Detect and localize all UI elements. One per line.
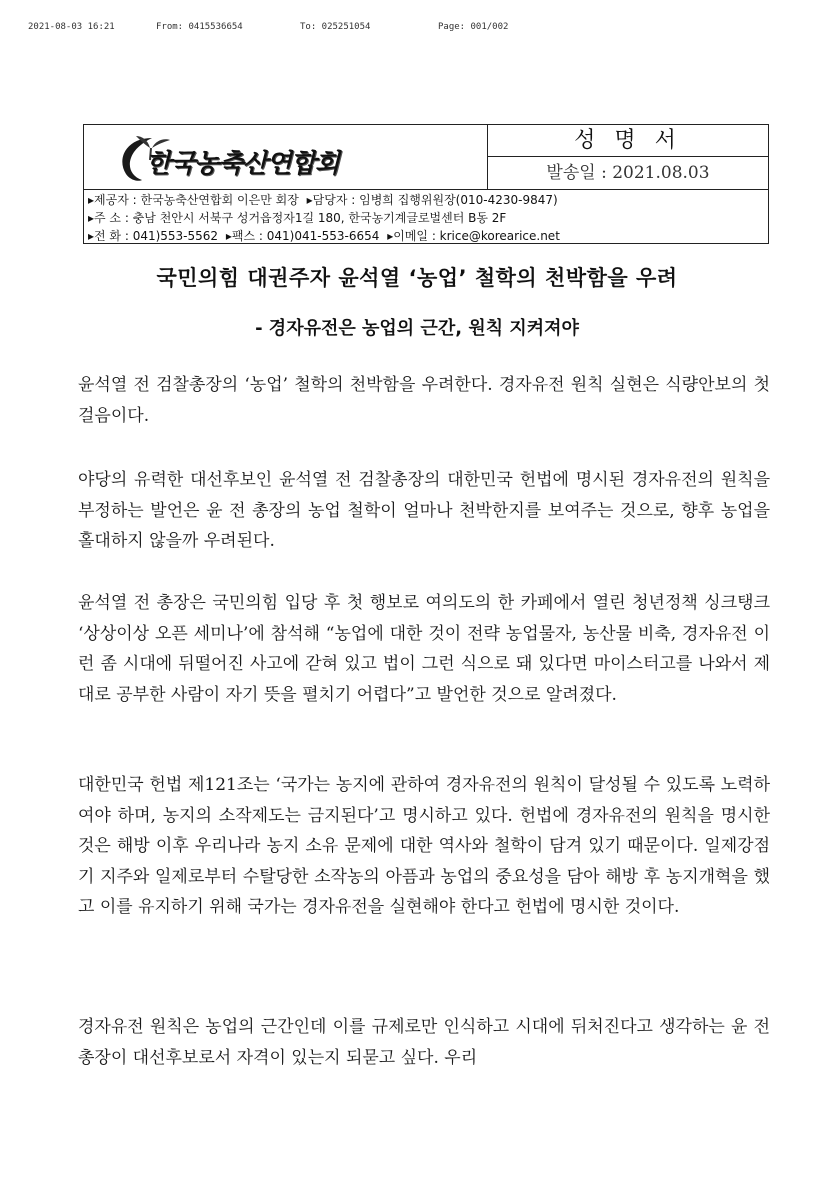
doc-type-title: 성 명 서 bbox=[488, 125, 768, 157]
provider-text: ▸제공자 : 한국농축산연합회 이은만 회장 bbox=[88, 193, 299, 207]
fax-page: Page: 001/002 bbox=[438, 22, 509, 32]
info-row-contact bbox=[88, 227, 764, 245]
subheadline: - 경자유전은 농업의 근간, 원칙 지켜져야 bbox=[255, 318, 579, 339]
email-text: ▸이메일 : krice@korearice.net bbox=[387, 229, 560, 243]
paragraph: 경자유전 원칙은 농업의 근간인데 이를 규제로만 인식하고 시대에 뒤처진다고 생각하는 윤 전 총장이 대선후보로서 자격이 있는지 되묻고 싶다. 우리 bbox=[78, 1017, 770, 1068]
logo-cell bbox=[84, 125, 488, 190]
paragraph: 야당의 유력한 대선후보인 윤석열 전 검찰총장의 대한민국 헌법에 명시된 경자유전의 원칙을 부정하는 발언은 윤 전 총장의 농업 철학이 얼마나 천박한지를 보여주는 것으로, 향후 농업을 홀대하지 않을까 우려된다. bbox=[78, 470, 770, 551]
paragraph: 윤석열 전 검찰총장의 ‘농업’ 철학의 천박함을 우려한다. 경자유전 원칙 실현은 식량안보의 첫걸음이다. bbox=[78, 375, 770, 426]
fax-datetime: 2021-08-03 16:21 bbox=[28, 22, 115, 32]
letterhead-box bbox=[83, 124, 769, 244]
phone-text: ▸전 화 : 041)553-5562 bbox=[88, 229, 219, 243]
org-logo-wordmark: 한국농축산연합회 bbox=[146, 149, 339, 179]
address-text: ▸주 소 : 충남 천안시 서북구 성거읍정자1길 180, 한국농기계글로벌센터 B동 2F bbox=[88, 211, 507, 225]
fax-text: ▸팩스 : 041)041-553-6654 bbox=[225, 229, 380, 243]
paragraph: 윤석열 전 총장은 국민의힘 입당 후 첫 행보로 여의도의 한 카페에서 열린 청년정책 싱크탱크 ‘상상이상 오픈 세미나’에 참석해 “농업에 대한 것이 전략 농업물자, 농산물 비축, 경자유전 이런 좀 시대에 뒤떨어진 사고에 갇혀 있고 법이 그런 식으로 돼 있다면 마이스터고를 나와서 제대로 공부한 사람이 자기 뜻을 펼치기 어렵다”고 발언한 것으로 알려졌다. bbox=[78, 593, 770, 705]
send-date: 발송일 : 2021.08.03 bbox=[488, 157, 768, 190]
contact-text: ▸담당자 : 임병희 집행위원장(010-4230-9847) bbox=[306, 193, 558, 207]
fax-transmission-header bbox=[28, 22, 808, 36]
headline: 국민의힘 대권주자 윤석열 ‘농업’ 철학의 천박함을 우려 bbox=[156, 266, 678, 290]
info-row-provider bbox=[88, 191, 764, 209]
fax-to: To: 025251054 bbox=[300, 22, 371, 32]
info-row-address bbox=[88, 209, 764, 227]
fax-from: From: 0415536654 bbox=[156, 22, 243, 32]
paragraph: 대한민국 헌법 제121조는 ‘국가는 농지에 관하여 경자유전의 원칙이 달성될 수 있도록 노력하여야 하며, 농지의 소작제도는 금지된다’고 명시하고 있다. 헌법에 경자유전의 원칙을 명시한 것은 해방 이후 우리나라 농지 소유 문제에 대한 역사와 철학이 담겨 있기 때문이다. 일제강점기 지주와 일제로부터 수탈당한 소작농의 아픔과 농업의 중요성을 담아 해방 후 농지개혁을 했고 이를 유지하기 위해 국가는 경자유전을 실현해야 한다고 헌법에 명시한 것이다. bbox=[78, 775, 770, 917]
